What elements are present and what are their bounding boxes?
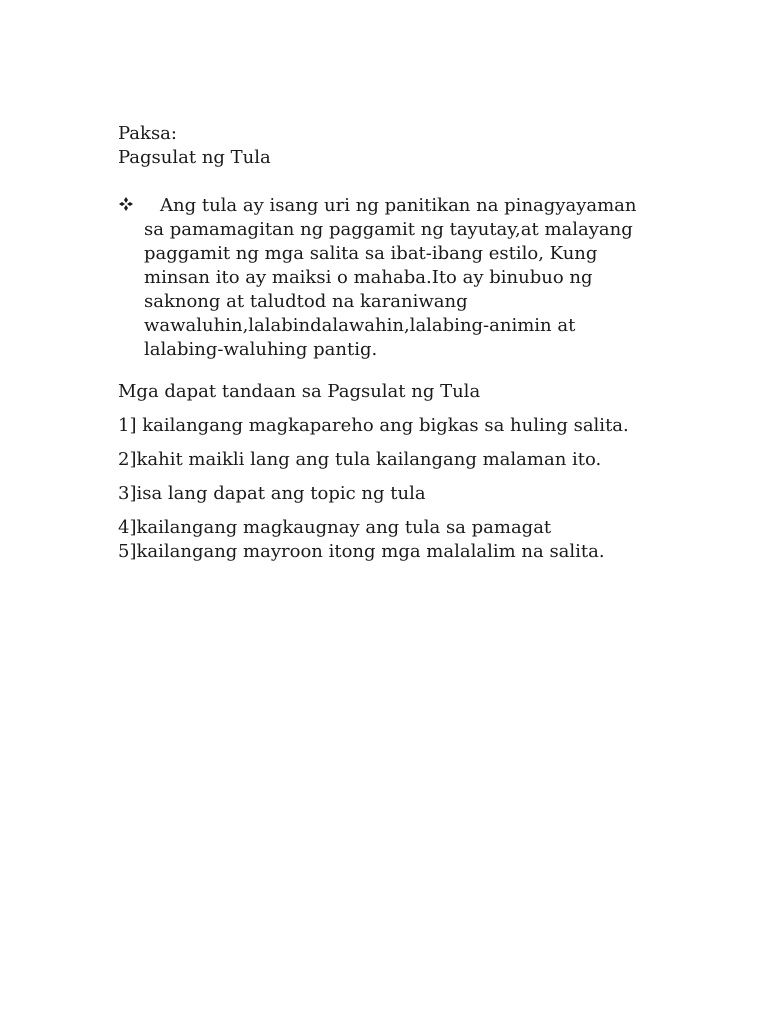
definition-bullet (118, 194, 658, 362)
diamond-four-petal-icon (118, 196, 134, 212)
bullet-text-line: saknong at taludtod na karaniwang (144, 291, 468, 312)
tip-item: 2]kahit maikli lang ang tula kailangang malaman ito. (118, 449, 602, 470)
tip-item: 5]kailangang mayroon itong mga malalalim na salita. (118, 541, 605, 562)
tip-item: 1] kailangang magkapareho ang bigkas sa huling salita. (118, 415, 629, 436)
bullet-text-line: Ang tula ay isang uri ng panitikan na pinagyayaman (160, 195, 637, 216)
bullet-text-line: sa pamamagitan ng paggamit ng tayutay,at malayang (144, 219, 633, 240)
bullet-text-line: paggamit ng mga salita sa ibat-ibang estilo, Kung (144, 243, 598, 264)
bullet-text-line: minsan ito ay maiksi o mahaba.Ito ay binubuo ng (144, 267, 593, 288)
tip-item: 4]kailangang magkaugnay ang tula sa pamagat (118, 517, 552, 538)
topic-label: Paksa: (118, 123, 177, 144)
page-title: Pagsulat ng Tula (118, 147, 271, 168)
document-body (118, 122, 658, 564)
tips-heading: Mga dapat tandaan sa Pagsulat ng Tula (118, 381, 481, 402)
bullet-text-line: lalabing-waluhing pantig. (144, 339, 378, 360)
tip-item: 3]isa lang dapat ang topic ng tula (118, 483, 426, 504)
bullet-text-line: wawaluhin,lalabindalawahin,lalabing-animin at (144, 315, 576, 336)
